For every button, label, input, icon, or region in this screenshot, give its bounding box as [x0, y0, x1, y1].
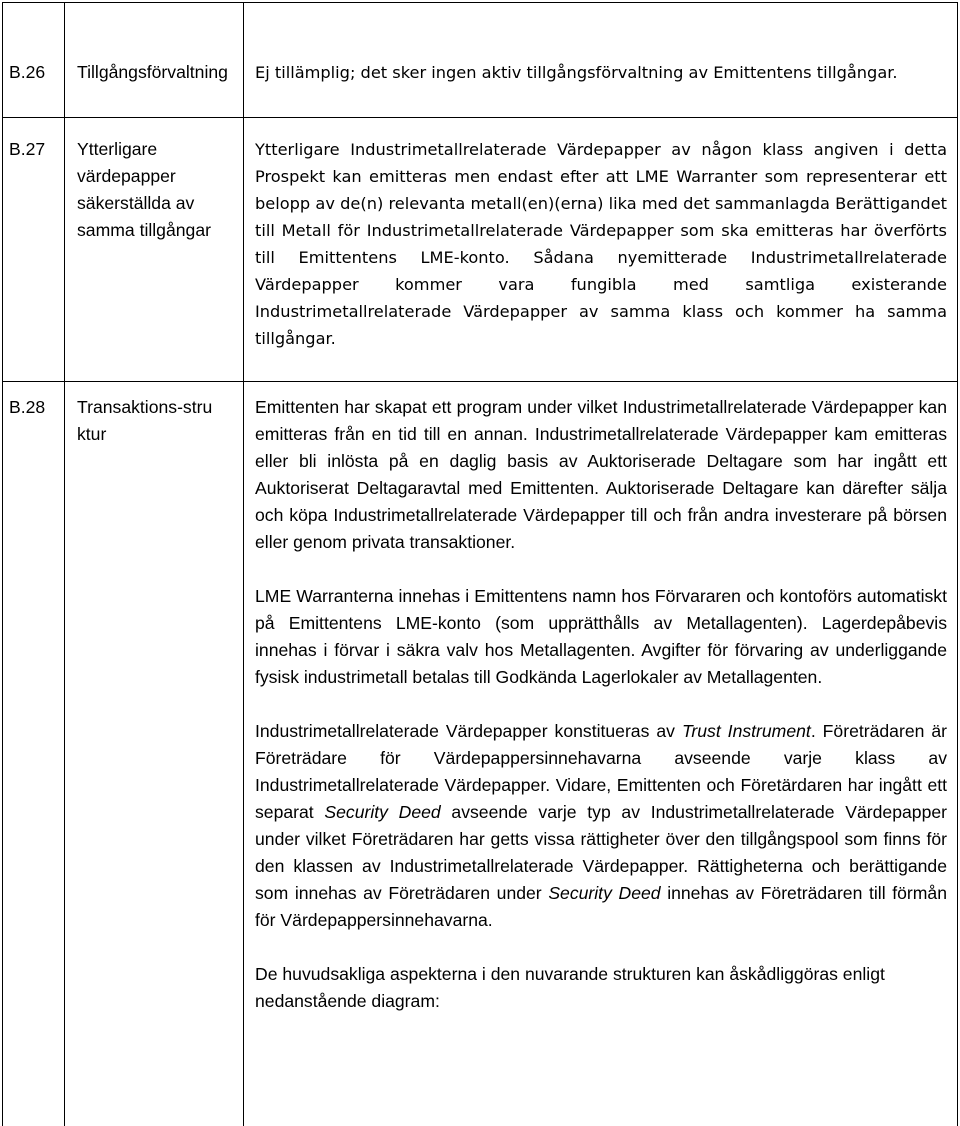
- text-run: Emittenten har skapat ett program under vilket Industrimetallrelaterade Värdepapper kan emitteras från en tid till en annan. Industrimetallrelaterade Värdepapper kam emitteras eller bli inlösta på en daglig basis av Auktoriserade Deltagare som har ingått ett Auktoriserat Deltagaravtal med Emittenten. Auktoriserade Deltagare kan därefter sälja och köpa Industrimetallrelaterade Värdepapper till och från andra investerare på börsen eller genom privata transaktioner.: [255, 397, 947, 552]
- text-run: Industrimetallrelaterade Värdepapper konstitueras av: [255, 721, 682, 741]
- column-divider-1: [64, 2, 65, 1126]
- row-content: [255, 59, 947, 86]
- table-top-border: [2, 2, 957, 3]
- row-divider-1: [2, 117, 957, 118]
- italic-run: Trust Instrument: [681, 721, 811, 741]
- row-number: B.27: [9, 139, 46, 159]
- row-label: Tillgångsförvaltning: [77, 62, 228, 82]
- text-run: avseende varje typ av Industrimetallrelaterade Värdepapper under vilket Företrädaren har getts vissa rättigheter över den tillgångspool som finns för den klassen av Industrimetallrelaterade Värdepapper. Rättigheterna och berättigande som innehas av Företrädaren under: [255, 802, 947, 903]
- row-content: [255, 394, 947, 1015]
- text-run: Ytterligare Industrimetallrelaterade Värdepapper av någon klass angiven i detta Prospekt kan emitteras men endast efter att LME Warranter som representerar ett belopp av de(n) relevanta metall(en)(erna) lika med det sammanlagda Berättigandet till Metall för Industrimetallrelaterade Värdepapper som ska emitteras har överförts till Emittentens LME-konto. Sådana nyemitterade Industrimetallrelaterade Värdepapper kommer vara fungibla med samtliga existerande Industrimetallrelaterade Värdepapper av samma klass och kommer ha samma tillgångar.: [255, 140, 947, 348]
- italic-run: Security Deed: [324, 802, 441, 822]
- paragraph: [255, 961, 947, 1015]
- column-divider-2: [243, 2, 244, 1126]
- text-run: innehas av Företrädaren till förmån för Värdepappersinnehavarna.: [255, 883, 947, 930]
- paragraph: [255, 394, 947, 556]
- row-content: [255, 136, 947, 352]
- row-number: B.26: [9, 62, 46, 82]
- paragraph: [255, 718, 947, 934]
- text-run: LME Warranterna innehas i Emittentens namn hos Förvararen och kontoförs automatiskt på Emittentens LME-konto (som upprätthålls av Metallagenten). Lagerdepåbevis innehas i förvar i säkra valv hos Metallagenten. Avgifter för förvaring av underliggande fysisk industrimetall betalas till Godkända Lagerlokaler av Metallagenten.: [255, 586, 947, 687]
- row-label: Transaktions-struktur: [77, 397, 213, 444]
- row-divider-2: [2, 381, 957, 382]
- text-run: . Företrädaren är Företrädare för Värdepappersinnehavarna avseende varje klass av Industrimetallrelaterade Värdepapper. Vidare, Emittenten och Företärdaren har ingått ett separat: [255, 721, 948, 822]
- text-run: Ej tillämplig; det sker ingen aktiv tillgångsförvaltning av Emittentens tillgångar.: [255, 63, 898, 82]
- row-label: Ytterligare värdepapper säkerställda av samma tillgångar: [77, 139, 211, 240]
- table-left-border: [2, 2, 3, 1126]
- italic-run: Security Deed: [548, 883, 661, 903]
- paragraph: [255, 583, 947, 691]
- text-run: De huvudsakliga aspekterna i den nuvarande strukturen kan åskådliggöras enligt nedanstående diagram:: [255, 964, 885, 1011]
- paragraph: [255, 136, 947, 352]
- table-right-border: [957, 2, 958, 1126]
- paragraph: [255, 59, 947, 86]
- row-number: B.28: [9, 397, 46, 417]
